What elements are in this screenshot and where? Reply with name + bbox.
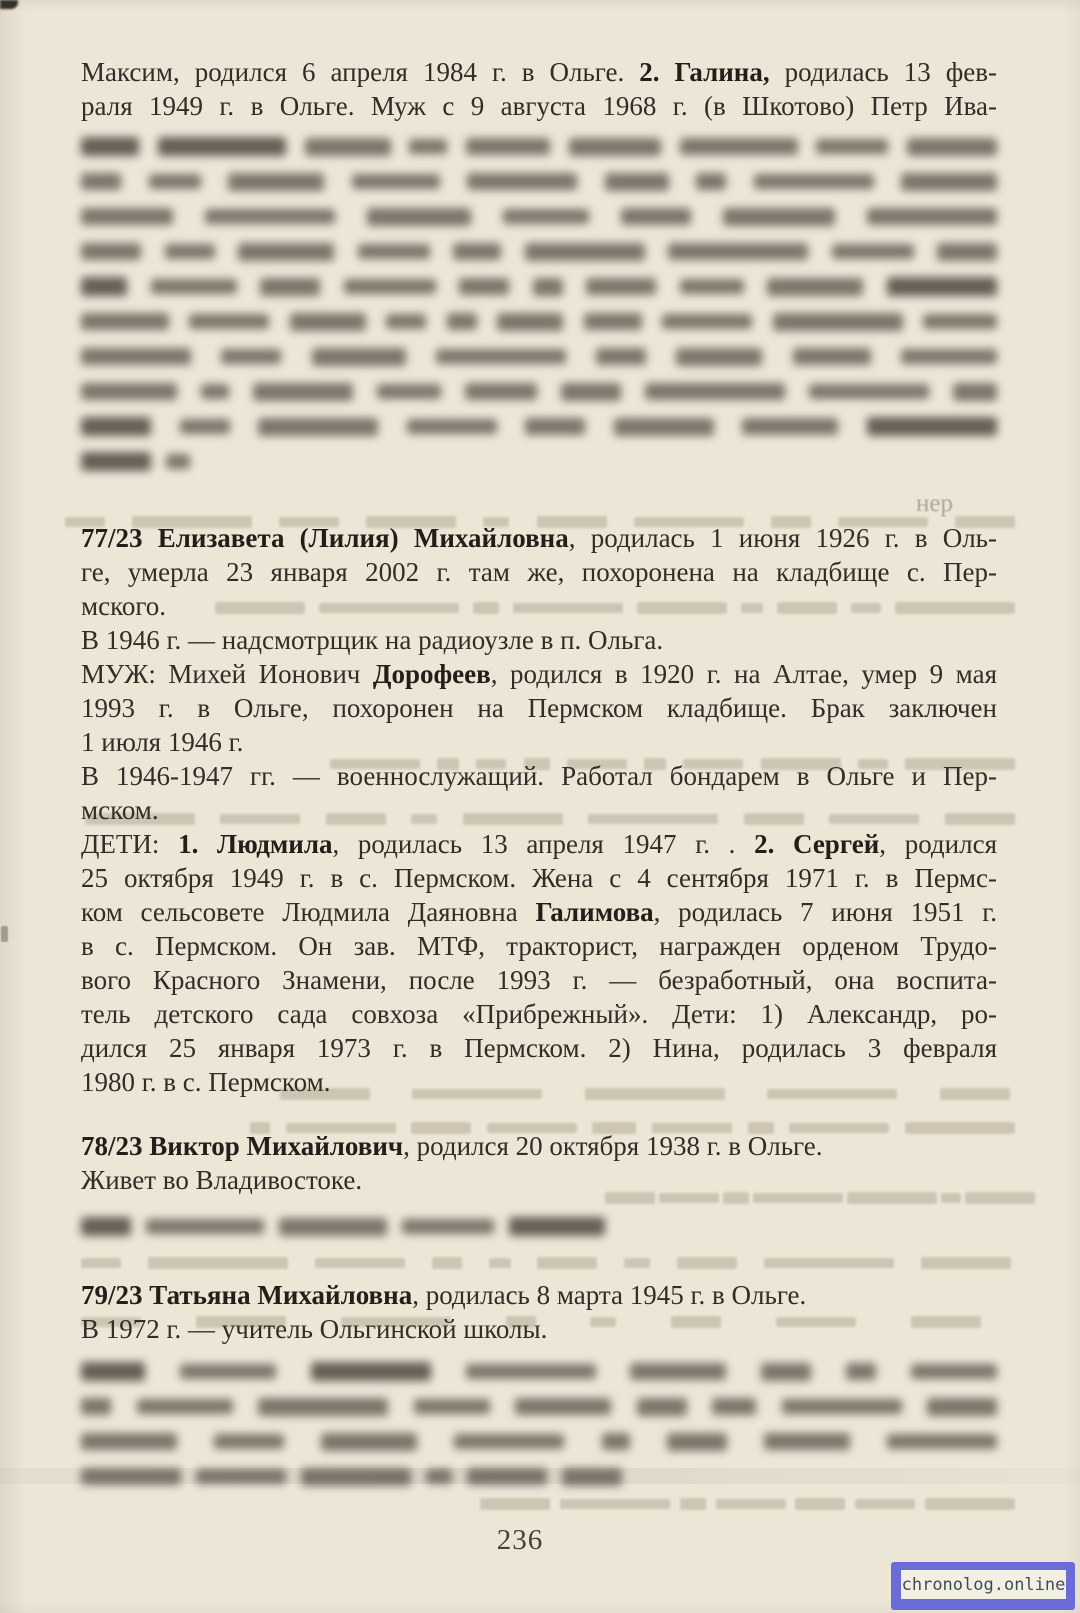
word-smudge: [149, 174, 201, 189]
word-smudge: [81, 1433, 177, 1450]
word-smudge: [605, 173, 669, 191]
text-run: , родился в 1920 г. на Алтае, умер 9 мая: [490, 659, 997, 689]
text-line: [81, 963, 997, 997]
word-smudge: [723, 208, 835, 226]
word-smudge: [561, 383, 621, 401]
word-smudge: [680, 138, 798, 155]
word-smudge: [377, 384, 441, 399]
word-smudge: [696, 173, 726, 190]
word-smudge: [321, 1433, 417, 1451]
text-line: [81, 1129, 997, 1163]
text-line: [81, 759, 997, 793]
word-smudge: [901, 173, 997, 191]
blurred-line: [81, 1459, 997, 1494]
blurred-line: [81, 374, 997, 409]
word-smudge: [533, 278, 563, 296]
blurred-line: [81, 1209, 997, 1244]
text-line: [81, 691, 997, 725]
word-smudge: [158, 137, 286, 156]
word-smudge: [562, 1468, 622, 1486]
word-smudge: [189, 314, 269, 329]
text-line: [81, 997, 997, 1031]
blurred-paragraph-top: [81, 129, 997, 479]
blurred-paragraph-bottom: [81, 1354, 997, 1494]
text-line: [81, 55, 997, 89]
text-run: МУЖ: Михей Ионович: [81, 659, 373, 689]
word-smudge: [621, 208, 691, 225]
word-smudge: [454, 1434, 564, 1449]
word-smudge: [645, 383, 785, 400]
word-smudge: [846, 1363, 876, 1380]
word-smudge: [832, 244, 914, 259]
entry-78-23: [81, 1129, 997, 1197]
entry-79-23: [81, 1278, 997, 1346]
word-smudge: [596, 348, 646, 365]
word-smudge: [81, 1398, 111, 1415]
word-smudge: [166, 454, 190, 469]
word-smudge: [214, 1434, 284, 1449]
word-smudge: [358, 244, 430, 259]
blurred-line: [81, 164, 997, 199]
word-smudge: [467, 173, 577, 190]
text-run: , родилась 13 апреля 1947 г. .: [332, 829, 755, 859]
page-content: [81, 55, 997, 1494]
word-smudge: [761, 1363, 811, 1381]
text-run: , родился 20 октября 1938 г. в Ольге.: [403, 1131, 823, 1161]
word-smudge: [228, 173, 324, 191]
word-smudge: [238, 243, 334, 261]
text-run: , родилась 7 июня 1951 г.: [653, 897, 997, 927]
word-smudge: [509, 1217, 605, 1236]
text-line: [81, 1163, 997, 1197]
word-smudge: [680, 1498, 706, 1510]
word-smudge: [795, 1498, 845, 1510]
word-smudge: [253, 383, 353, 401]
word-smudge: [497, 313, 563, 331]
blurred-line: [81, 1424, 997, 1459]
margin-mark: [1, 926, 8, 942]
text-run: , родилась 1 июня 1926 г. в Оль-: [568, 523, 997, 553]
word-smudge: [584, 313, 642, 330]
word-smudge: [667, 1433, 727, 1451]
word-smudge: [754, 174, 874, 189]
text-run: мском.: [81, 795, 159, 825]
word-smudge: [137, 1399, 233, 1414]
text-line: [81, 521, 997, 555]
text-run: тель детского сада совхоза «Прибрежный». Дети: 1) Александр, ро-: [81, 999, 997, 1029]
word-smudge: [911, 1364, 997, 1379]
text-line: [81, 895, 997, 929]
word-smudge: [81, 313, 169, 330]
word-smudge: [953, 383, 997, 401]
blurred-line: [81, 444, 997, 479]
word-smudge: [637, 1398, 687, 1416]
word-smudge: [81, 452, 151, 471]
text-line: [81, 827, 997, 861]
entry-77-23: [81, 521, 997, 1099]
text-run: родилась 13 фев-: [769, 57, 997, 87]
blurred-line: [81, 339, 997, 374]
word-smudge: [81, 243, 141, 260]
word-smudge: [809, 384, 929, 399]
word-smudge: [386, 314, 426, 329]
word-smudge: [459, 278, 509, 295]
word-smudge: [712, 1398, 756, 1415]
watermark-badge[interactable]: [891, 1562, 1075, 1610]
text-run: 1 июля 1946 г.: [81, 727, 244, 757]
word-smudge: [436, 349, 566, 364]
word-smudge: [205, 209, 335, 224]
blurred-line: [81, 269, 997, 304]
word-smudge: [466, 1364, 596, 1379]
text-run: мского.: [81, 591, 166, 621]
person-name-bold: 78/23 Виктор Михайлович: [81, 1131, 404, 1161]
text-run: ДЕТИ:: [81, 829, 179, 859]
word-smudge: [81, 1468, 181, 1485]
text-line: [81, 793, 997, 827]
word-smudge: [258, 1398, 388, 1416]
word-smudge: [937, 243, 997, 261]
word-smudge: [290, 313, 366, 331]
text-line: [81, 555, 997, 589]
text-run: , родилась 8 марта 1945 г. в Ольге.: [412, 1280, 807, 1310]
word-smudge: [196, 1469, 286, 1484]
text-line: [81, 89, 997, 123]
text-line: [81, 725, 997, 759]
word-smudge: [901, 349, 997, 364]
word-smudge: [279, 1218, 387, 1236]
text-run: ком сельсовете Людмила Даяновна: [81, 897, 536, 927]
word-smudge: [887, 277, 997, 296]
word-smudge: [465, 383, 537, 400]
word-smudge: [867, 208, 997, 225]
page-number: 236: [496, 1524, 544, 1556]
word-smudge: [81, 1362, 145, 1381]
word-smudge: [81, 383, 177, 400]
word-smudge: [151, 279, 237, 294]
word-smudge: [782, 1399, 902, 1414]
word-smudge: [312, 348, 406, 366]
word-smudge: [81, 173, 121, 190]
word-smudge: [453, 243, 501, 260]
text-line: [81, 1031, 997, 1065]
word-smudge: [614, 418, 714, 436]
word-smudge: [467, 1468, 547, 1485]
word-smudge: [742, 418, 838, 435]
text-run: Максим, родился 6 апреля 1984 г. в Ольге.: [81, 57, 640, 87]
word-smudge: [447, 313, 477, 330]
blurred-line: [81, 409, 997, 444]
word-smudge: [662, 314, 752, 329]
word-smudge: [367, 208, 471, 226]
word-smudge: [569, 138, 661, 156]
word-smudge: [221, 349, 281, 364]
text-run: вого Красного Знамени, после 1993 г. — безработный, она воспита-: [81, 965, 997, 995]
word-smudge: [466, 138, 550, 155]
text-run: В 1972 г. — учитель Ольгинской школы.: [81, 1314, 548, 1344]
word-smudge: [515, 1398, 611, 1415]
word-smudge: [146, 1219, 264, 1234]
word-smudge: [305, 138, 391, 156]
bleedthrough-line: [480, 1497, 1015, 1511]
word-smudge: [426, 1469, 452, 1484]
word-smudge: [630, 1363, 726, 1380]
word-smudge: [81, 348, 191, 365]
watermark-panel: [901, 1570, 1066, 1599]
word-smudge: [81, 1217, 131, 1236]
word-smudge: [716, 1499, 786, 1509]
word-smudge: [344, 279, 436, 294]
word-smudge: [923, 314, 997, 329]
text-run: 1993 г. в Ольге, похоронен на Пермском кладбище. Брак заключен: [81, 693, 997, 723]
word-smudge: [764, 1433, 850, 1450]
word-smudge: [793, 348, 871, 365]
text-run: В 1946-1947 гг. — военнослужащий. Работал бондарем в Ольге и Пер-: [81, 761, 997, 791]
word-smudge: [560, 1499, 670, 1509]
word-smudge: [525, 243, 645, 261]
word-smudge: [680, 279, 744, 294]
bleedthrough-fragment: нер: [916, 490, 953, 517]
word-smudge: [927, 1398, 997, 1416]
word-smudge: [409, 139, 447, 154]
blurred-line: [81, 129, 997, 164]
blurred-line: [81, 199, 997, 234]
person-name-bold: 2. Сергей: [754, 829, 880, 859]
word-smudge: [907, 138, 997, 156]
word-smudge: [165, 244, 215, 259]
text-run: 25 октября 1949 г. в с. Пермском. Жена с 4 сентября 1971 г. в Пермс-: [81, 863, 997, 893]
blurred-line-after-78: [81, 1209, 997, 1244]
word-smudge: [402, 1219, 494, 1234]
text-run: 1980 г. в с. Пермском.: [81, 1067, 331, 1097]
blurred-line: [81, 234, 997, 269]
word-smudge: [503, 209, 589, 224]
word-smudge: [414, 1399, 490, 1414]
person-name-bold: 2. Галина,: [639, 57, 770, 87]
word-smudge: [81, 208, 173, 225]
person-name-bold: 1. Людмила: [178, 829, 333, 859]
word-smudge: [180, 1364, 276, 1379]
word-smudge: [925, 1498, 1015, 1510]
word-smudge: [816, 139, 888, 154]
word-smudge: [81, 137, 139, 156]
word-smudge: [311, 1362, 431, 1381]
text-line: [81, 1312, 997, 1346]
blurred-line: [81, 1389, 997, 1424]
person-name-bold: Галимова: [535, 897, 654, 927]
person-name-bold: Дорофеев: [372, 659, 491, 689]
word-smudge: [180, 419, 230, 434]
word-smudge: [260, 278, 320, 296]
text-line: [81, 929, 997, 963]
text-run: в с. Пермском. Он зав. МТФ, тракторист, награжден орденом Трудо-: [81, 931, 997, 961]
watermark-text: chronolog.online: [901, 1574, 1066, 1595]
word-smudge: [480, 1498, 550, 1510]
text-line: [81, 623, 997, 657]
word-smudge: [407, 419, 497, 434]
word-smudge: [201, 384, 229, 399]
text-run: В 1946 г. — надсмотрщик на радиоузле в п. Ольга.: [81, 625, 664, 655]
word-smudge: [602, 1433, 630, 1450]
word-smudge: [301, 1468, 411, 1486]
word-smudge: [855, 1499, 915, 1509]
intro-paragraph: [81, 55, 997, 123]
text-run: дился 25 января 1973 г. в Пермском. 2) Нина, родилась 3 февраля: [81, 1033, 997, 1063]
text-run: , родился: [879, 829, 997, 859]
text-line: [81, 589, 997, 623]
word-smudge: [767, 278, 863, 296]
text-line: [81, 1065, 997, 1099]
text-run: Живет во Владивостоке.: [81, 1165, 363, 1195]
text-line: [81, 657, 997, 691]
word-smudge: [773, 313, 903, 331]
word-smudge: [352, 174, 440, 189]
text-line: [81, 1278, 997, 1312]
blurred-line: [81, 1354, 997, 1389]
word-smudge: [81, 277, 127, 296]
blurred-line: [81, 304, 997, 339]
person-name-bold: 77/23 Елизавета (Лилия) Михайловна: [81, 523, 569, 553]
word-smudge: [676, 348, 762, 366]
word-smudge: [525, 418, 585, 435]
word-smudge: [586, 278, 656, 295]
text-run: раля 1949 г. в Ольге. Муж с 9 августа 1968 г. (в Шкотово) Петр Ива-: [81, 91, 997, 121]
word-smudge: [258, 418, 378, 436]
text-line: [81, 861, 997, 895]
word-smudge: [867, 417, 997, 436]
word-smudge: [668, 243, 808, 260]
word-smudge: [81, 417, 151, 436]
word-smudge: [887, 1434, 997, 1449]
person-name-bold: 79/23 Татьяна Михайловна: [81, 1280, 413, 1310]
text-run: ге, умерла 23 января 2002 г. там же, похоронена на кладбище с. Пер-: [81, 557, 997, 587]
